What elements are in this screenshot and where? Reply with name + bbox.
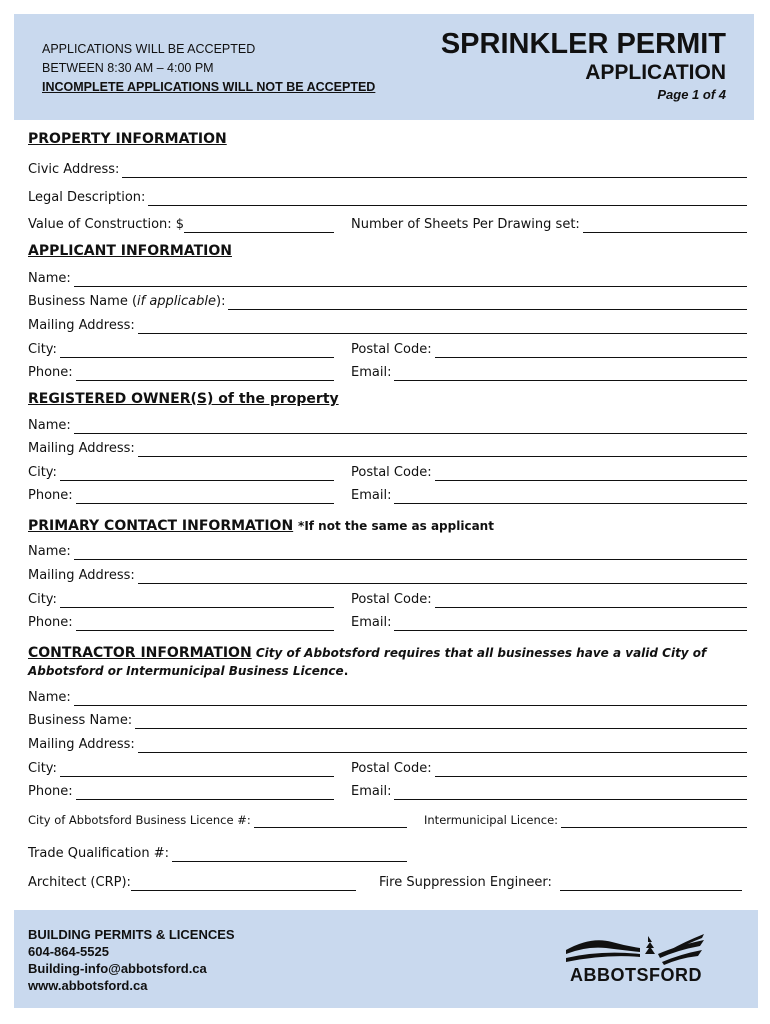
form-title-block bbox=[441, 28, 726, 104]
department-name: BUILDING PERMITS & LICENCES bbox=[28, 927, 235, 942]
field-label: City: bbox=[28, 465, 57, 480]
input-line[interactable] bbox=[148, 190, 747, 206]
contact-email-field[interactable] bbox=[351, 611, 747, 631]
input-line[interactable] bbox=[74, 271, 747, 287]
input-line[interactable] bbox=[435, 592, 747, 608]
mountain-logo-icon bbox=[566, 930, 706, 966]
contact-block bbox=[28, 926, 235, 994]
row-trade bbox=[28, 842, 747, 862]
owner-name-field[interactable] bbox=[28, 414, 747, 434]
section-owner bbox=[28, 391, 339, 407]
section-note: *If not the same as applicant bbox=[298, 519, 494, 533]
section-heading: APPLICANT INFORMATION bbox=[28, 243, 232, 259]
trade-qualification-field[interactable] bbox=[28, 842, 407, 862]
row-contractor-city bbox=[28, 757, 747, 777]
incomplete-warning: INCOMPLETE APPLICATIONS WILL NOT BE ACCEPTED bbox=[42, 80, 376, 94]
row-civic bbox=[28, 158, 747, 178]
field-label: Mailing Address: bbox=[28, 441, 135, 456]
row-contractor-phone bbox=[28, 780, 747, 800]
field-label: Phone: bbox=[28, 615, 73, 630]
owner-postal-field[interactable] bbox=[351, 461, 747, 481]
field-label: Civic Address: bbox=[28, 162, 120, 177]
section-heading: REGISTERED OWNER(S) of the property bbox=[28, 391, 339, 407]
row-applicant-phone bbox=[28, 361, 747, 381]
field-label: Architect (CRP): bbox=[28, 875, 131, 890]
input-line[interactable] bbox=[172, 846, 407, 862]
department-website: www.abbotsford.ca bbox=[28, 978, 148, 993]
contractor-name-field[interactable] bbox=[28, 686, 747, 706]
contact-name-field[interactable] bbox=[28, 540, 747, 560]
field-label: City: bbox=[28, 342, 57, 357]
field-label: Value of Construction: $ bbox=[28, 217, 185, 232]
field-label: Email: bbox=[351, 784, 392, 799]
input-line[interactable] bbox=[76, 784, 334, 800]
label-italic: if applicable bbox=[137, 294, 217, 309]
input-line[interactable] bbox=[228, 294, 747, 310]
input-line[interactable] bbox=[122, 162, 747, 178]
section-contact bbox=[28, 518, 494, 534]
department-email: Building-info@abbotsford.ca bbox=[28, 961, 207, 976]
input-line[interactable] bbox=[76, 488, 334, 504]
row-owner-phone bbox=[28, 484, 747, 504]
input-line[interactable] bbox=[60, 592, 334, 608]
input-line[interactable] bbox=[60, 761, 334, 777]
input-line[interactable] bbox=[561, 812, 747, 828]
applicant-mailing-field[interactable] bbox=[28, 314, 747, 334]
contractor-mailing-field[interactable] bbox=[28, 733, 747, 753]
architect-field[interactable] bbox=[28, 871, 356, 891]
input-line[interactable] bbox=[435, 761, 747, 777]
row-applicant-mailing bbox=[28, 314, 747, 334]
sheets-per-set-field[interactable] bbox=[351, 213, 747, 233]
input-line[interactable] bbox=[135, 713, 747, 729]
field-label: Legal Description: bbox=[28, 190, 146, 205]
input-line[interactable] bbox=[60, 342, 334, 358]
row-applicant-city bbox=[28, 338, 747, 358]
row-contractor-business bbox=[28, 709, 747, 729]
applicant-phone-field[interactable] bbox=[28, 361, 334, 381]
row-contractor-name bbox=[28, 686, 747, 706]
form-title: SPRINKLER PERMIT bbox=[440, 28, 726, 60]
field-label: City of Abbotsford Business Licence #: bbox=[28, 813, 251, 827]
input-line[interactable] bbox=[394, 615, 747, 631]
field-label: Mailing Address: bbox=[28, 318, 135, 333]
contractor-city-field[interactable] bbox=[28, 757, 334, 777]
section-applicant bbox=[28, 243, 232, 259]
row-contact-name bbox=[28, 540, 747, 560]
applicant-name-field[interactable] bbox=[28, 267, 747, 287]
field-label: Intermunicipal Licence: bbox=[424, 813, 559, 827]
field-label: Postal Code: bbox=[351, 465, 432, 480]
row-value bbox=[28, 213, 747, 233]
owner-city-field[interactable] bbox=[28, 461, 334, 481]
section-property bbox=[28, 131, 227, 147]
department-phone: 604-864-5525 bbox=[28, 944, 109, 959]
input-line[interactable] bbox=[131, 875, 356, 891]
row-owner-city bbox=[28, 461, 747, 481]
hours-notice bbox=[42, 40, 375, 97]
contractor-phone-field[interactable] bbox=[28, 780, 334, 800]
field-label: Mailing Address: bbox=[28, 737, 135, 752]
intermunicipal-licence-field[interactable] bbox=[424, 808, 747, 828]
field-label: Trade Qualification #: bbox=[28, 846, 169, 861]
field-label: Number of Sheets Per Drawing set: bbox=[351, 217, 580, 232]
row-owner-mailing bbox=[28, 437, 747, 457]
field-label: Email: bbox=[351, 615, 392, 630]
field-label: Name: bbox=[28, 544, 71, 559]
owner-phone-field[interactable] bbox=[28, 484, 334, 504]
field-label: City: bbox=[28, 592, 57, 607]
contractor-email-field[interactable] bbox=[351, 780, 747, 800]
input-line[interactable] bbox=[74, 690, 747, 706]
row-contact-city bbox=[28, 588, 747, 608]
field-label: Fire Suppression Engineer: bbox=[379, 875, 552, 890]
field-label: Name: bbox=[28, 418, 71, 433]
row-applicant-name bbox=[28, 267, 747, 287]
section-note: City of Abbotsford requires that all businesses have a valid City of Abbotsford or Intermunicipal Business Licence bbox=[28, 646, 707, 678]
applicant-city-field[interactable] bbox=[28, 338, 334, 358]
contact-mailing-field[interactable] bbox=[28, 564, 747, 584]
row-contact-phone bbox=[28, 611, 747, 631]
section-contractor bbox=[28, 644, 726, 680]
owner-email-field[interactable] bbox=[351, 484, 747, 504]
section-heading: CONTRACTOR INFORMATION bbox=[28, 645, 252, 661]
input-line[interactable] bbox=[76, 615, 334, 631]
input-line[interactable] bbox=[76, 365, 334, 381]
row-business-name bbox=[28, 290, 747, 310]
input-line[interactable] bbox=[560, 875, 742, 891]
hours-line-2: BETWEEN 8:30 AM – 4:00 PM bbox=[42, 61, 214, 75]
hours-line-1: APPLICATIONS WILL BE ACCEPTED bbox=[42, 42, 256, 56]
contractor-postal-field[interactable] bbox=[351, 757, 747, 777]
input-line[interactable] bbox=[435, 342, 747, 358]
input-line[interactable] bbox=[583, 217, 747, 233]
section-heading: PRIMARY CONTACT INFORMATION bbox=[28, 518, 294, 534]
abbotsford-logo bbox=[566, 930, 706, 986]
contact-postal-field[interactable] bbox=[351, 588, 747, 608]
field-label: Phone: bbox=[28, 365, 73, 380]
input-line[interactable] bbox=[394, 784, 747, 800]
header-banner bbox=[14, 14, 754, 120]
row-owner-name bbox=[28, 414, 747, 434]
label-part: ): bbox=[216, 294, 226, 309]
fire-engineer-field[interactable] bbox=[379, 871, 742, 891]
section-note-end: . bbox=[343, 664, 349, 678]
input-line[interactable] bbox=[254, 812, 407, 828]
input-line[interactable] bbox=[184, 217, 334, 233]
form-subtitle: APPLICATION bbox=[585, 61, 726, 84]
owner-mailing-field[interactable] bbox=[28, 437, 747, 457]
label-part: Business Name ( bbox=[28, 294, 138, 309]
input-line[interactable] bbox=[74, 544, 747, 560]
field-label: Postal Code: bbox=[351, 761, 432, 776]
page-number: Page 1 of 4 bbox=[657, 87, 726, 102]
row-contractor-licence bbox=[28, 808, 747, 828]
field-label: Mailing Address: bbox=[28, 568, 135, 583]
field-label: City: bbox=[28, 761, 57, 776]
input-line[interactable] bbox=[74, 418, 747, 434]
business-name-field[interactable] bbox=[28, 290, 747, 310]
field-label: Postal Code: bbox=[351, 592, 432, 607]
input-line[interactable] bbox=[138, 737, 747, 753]
section-heading: PROPERTY INFORMATION bbox=[28, 131, 227, 147]
business-licence-field[interactable] bbox=[28, 808, 407, 828]
input-line[interactable] bbox=[138, 441, 747, 457]
row-architect bbox=[28, 871, 747, 891]
row-legal bbox=[28, 186, 747, 206]
contractor-business-field[interactable] bbox=[28, 709, 747, 729]
input-line[interactable] bbox=[60, 465, 334, 481]
input-line[interactable] bbox=[435, 465, 747, 481]
civic-address-field[interactable] bbox=[28, 158, 747, 178]
input-line[interactable] bbox=[138, 568, 747, 584]
logo-wordmark: ABBOTSFORD bbox=[570, 965, 702, 985]
applicant-postal-field[interactable] bbox=[351, 338, 747, 358]
construction-value-field[interactable] bbox=[28, 213, 334, 233]
legal-description-field[interactable] bbox=[28, 186, 747, 206]
contact-city-field[interactable] bbox=[28, 588, 334, 608]
field-label: Name: bbox=[28, 690, 71, 705]
input-line[interactable] bbox=[138, 318, 747, 334]
field-label: Business Name: bbox=[28, 713, 133, 728]
field-label: Phone: bbox=[28, 784, 73, 799]
row-contact-mailing bbox=[28, 564, 747, 584]
field-label bbox=[28, 294, 228, 310]
footer-banner bbox=[14, 910, 758, 1008]
applicant-email-field[interactable] bbox=[351, 361, 747, 381]
input-line[interactable] bbox=[394, 488, 747, 504]
row-contractor-mailing bbox=[28, 733, 747, 753]
contact-phone-field[interactable] bbox=[28, 611, 334, 631]
input-line[interactable] bbox=[394, 365, 747, 381]
field-label: Phone: bbox=[28, 488, 73, 503]
field-label: Name: bbox=[28, 271, 71, 286]
field-label: Email: bbox=[351, 365, 392, 380]
field-label: Email: bbox=[351, 488, 392, 503]
field-label: Postal Code: bbox=[351, 342, 432, 357]
